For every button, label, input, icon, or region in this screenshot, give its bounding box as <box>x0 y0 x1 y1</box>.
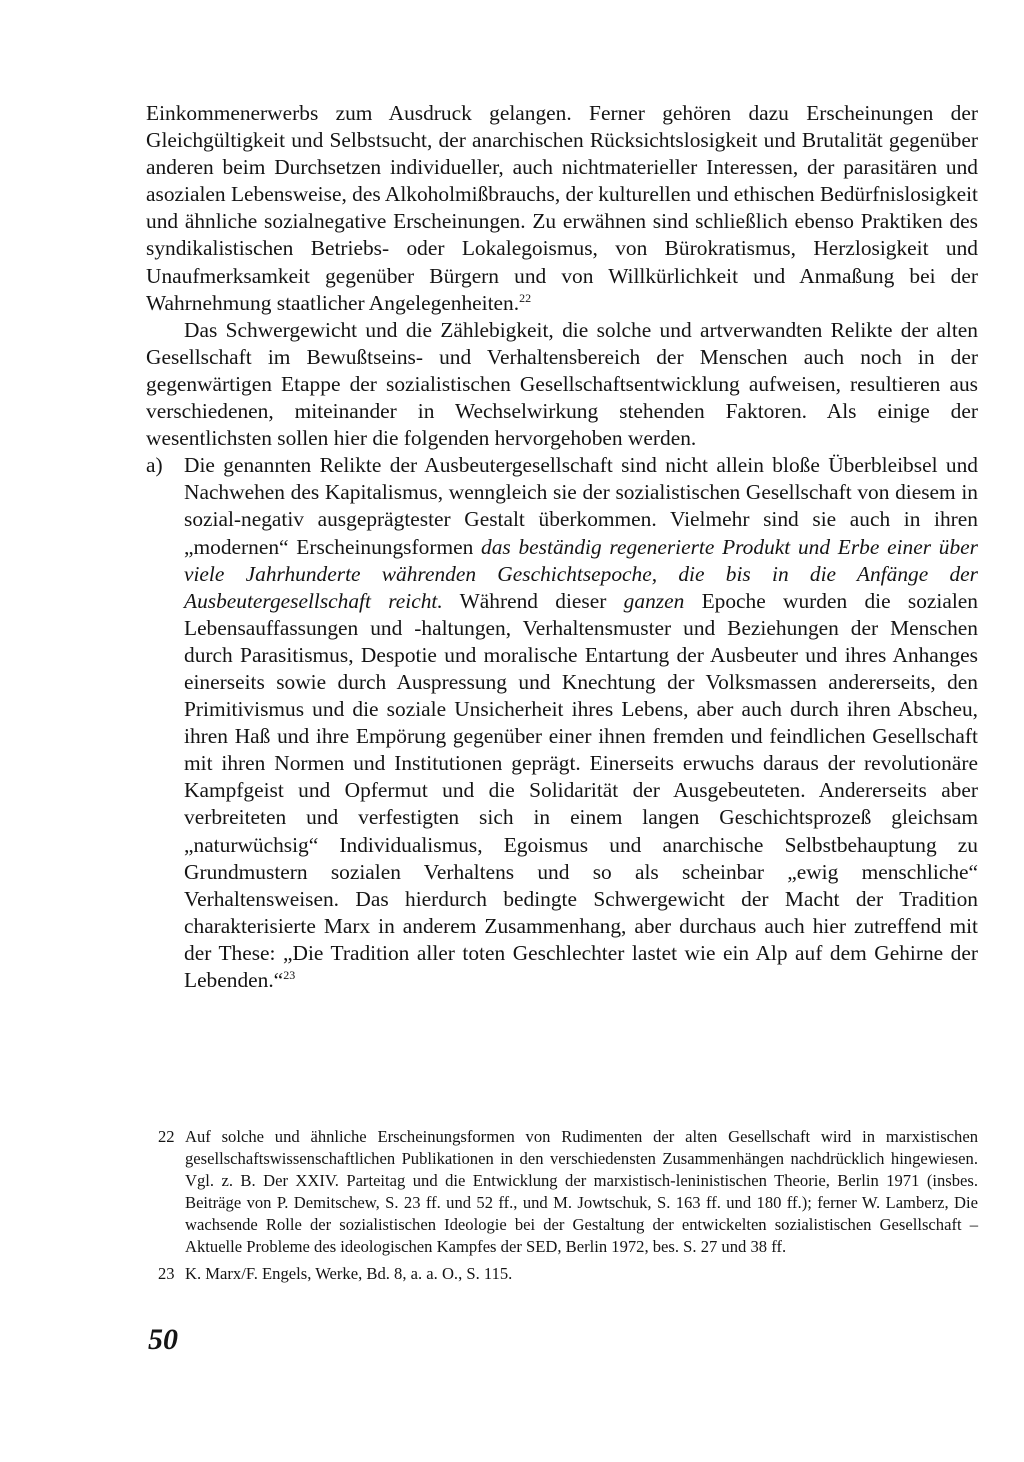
paragraph-2: Das Schwergewicht und die Zählebigkeit, die solche und artverwandten Relikte der alten Gesellschaft im Bewußtseins- und Verhaltensbereich der Menschen auch noch in der gegenwärtigen Etappe der sozialistischen Gesellschaftsentwicklung aufweisen, resultieren aus verschiedenen, miteinander in Wechselwirkung stehenden Faktoren. Als einige der wesentlichsten sollen hier die folgenden hervorgehoben werden. <box>146 317 978 451</box>
list-marker-a: a) <box>146 453 163 478</box>
list-item-a-emphasis-1: das beständig regenerierte Produkt und Erbe einer über viele Jahrhunderte währenden Geschichtsepoche, die bis in die Anfänge der Ausbeutergesellschaft reicht. <box>184 534 979 613</box>
list-item-a <box>146 452 978 994</box>
footnote-text: Auf solche und ähnliche Erscheinungsformen von Rudimenten der alten Gesellschaft wird in marxistischen gesellschaftswissenschaftlichen Publikationen in den verschiedensten Zusammenhängen nachdrücklich hingewiesen. Vgl. z. B. Der XXIV. Parteitag und die Entwicklung der marxistisch-leninistischen Theorie, Berlin 1971 (insbes. Beiträge von P. Demitschew, S. 23 ff. und 52 ff., und M. Jowtschuk, S. 163 ff. und 180 ff.); ferner W. Lamberz, Die wachsende Rolle der sozialistischen Ideologie bei der Gestaltung der entwickelten sozialistischen Gesellschaft – Aktuelle Probleme des ideologischen Kampfes der SED, Berlin 1972, bes. S. 27 und 38 ff. <box>185 1127 978 1257</box>
footnote-number: 22 <box>158 1127 175 1146</box>
footnote-text: K. Marx/F. Engels, Werke, Bd. 8, a. a. O., S. 115. <box>185 1263 513 1283</box>
paragraph-1 <box>146 100 978 317</box>
paragraph-1-text: Einkommenerwerbs zum Ausdruck gelangen. Ferner gehören dazu Erscheinungen der Gleichgültigkeit und Selbstsucht, der anarchischen Rücksichtslosigkeit und Brutalität gegenüber anderen beim Durchsetzen individueller, auch nichtmaterieller Interessen, der parasitären und asozialen Lebensweise, des Alkoholmißbrauchs, der kulturellen und ethischen Bedürfnislosigkeit und ähnliche sozialnegative Erscheinungen. Zu erwähnen sind schließlich ebenso Praktiken des syndikalistischen Betriebs- oder Lokalegoismus, von Bürokratismus, Herzlosigkeit und Unaufmerksamkeit gegenüber Bürgern und von Willkürlichkeit und Anmaßung bei der Wahrnehmung staatlicher Angelegenheiten. <box>146 101 978 315</box>
footnote-22 <box>158 1126 978 1259</box>
list-item-a-text-3: Epoche wurden die sozialen Lebensauffassungen und -haltungen, Verhaltensmuster und Beziehungen der Menschen durch Parasitismus, Despotie und moralische Entartung der Ausbeuter und ihres Anhanges einerseits sowie durch Auspressung und Knechtung der Volksmassen andererseits, den Primitivismus und die soziale Unsicherheit ihres Lebens, aber auch durch ihren Abscheu, ihren Haß und ihre Empörung gegenüber einer ihnen fremden und feindlichen Gesellschaft mit ihren Normen und Institutionen geprägt. Einerseits erwuchs daraus der revolutionäre Kampfgeist und Opfermut und die Solidarität der Ausgebeuteten. Andererseits aber verbreiteten und verfestigten sich in einem langen Geschichtsprozeß gleichsam „naturwüchsig“ Individualismus, Egoismus und anarchische Selbstbehauptung zu Grundmustern sozialen Verhaltens und so als scheinbar „ewig menschliche“ Verhaltensweisen. Das hierdurch bedingte Schwergewicht der Macht der Tradition charakterisierte Marx in anderem Zusammenhang, aber durchaus auch hier zutreffend mit der These: „Die Tradition aller toten Geschlechter lastet wie ein Alp auf dem Gehirne der Lebenden.“ <box>184 588 978 992</box>
footnote-number: 23 <box>158 1263 175 1283</box>
footnote-ref-23: 23 <box>283 968 296 982</box>
list-item-a-text-1: Die genannten Relikte der Ausbeutergesellschaft sind nicht allein bloße Überbleibsel und Nachwehen des Kapitalismus, wenngleich sie der sozialistischen Gesellschaft von diesem in sozial-negativ ausgeprägtester Gestalt überkommen. Vielmehr sind sie auch in ihren „modernen“ Erscheinungsformen <box>184 453 978 559</box>
list-item-a-text <box>184 452 978 994</box>
footnote-23 <box>158 1263 978 1285</box>
list-item-a-text-2: Während dieser <box>442 588 624 613</box>
main-text <box>146 100 978 994</box>
page-number: 50 <box>148 1323 178 1356</box>
list-item-a-emphasis-2: ganzen <box>623 588 685 613</box>
footnote-ref-22: 22 <box>519 290 532 305</box>
footnotes <box>158 1126 978 1289</box>
